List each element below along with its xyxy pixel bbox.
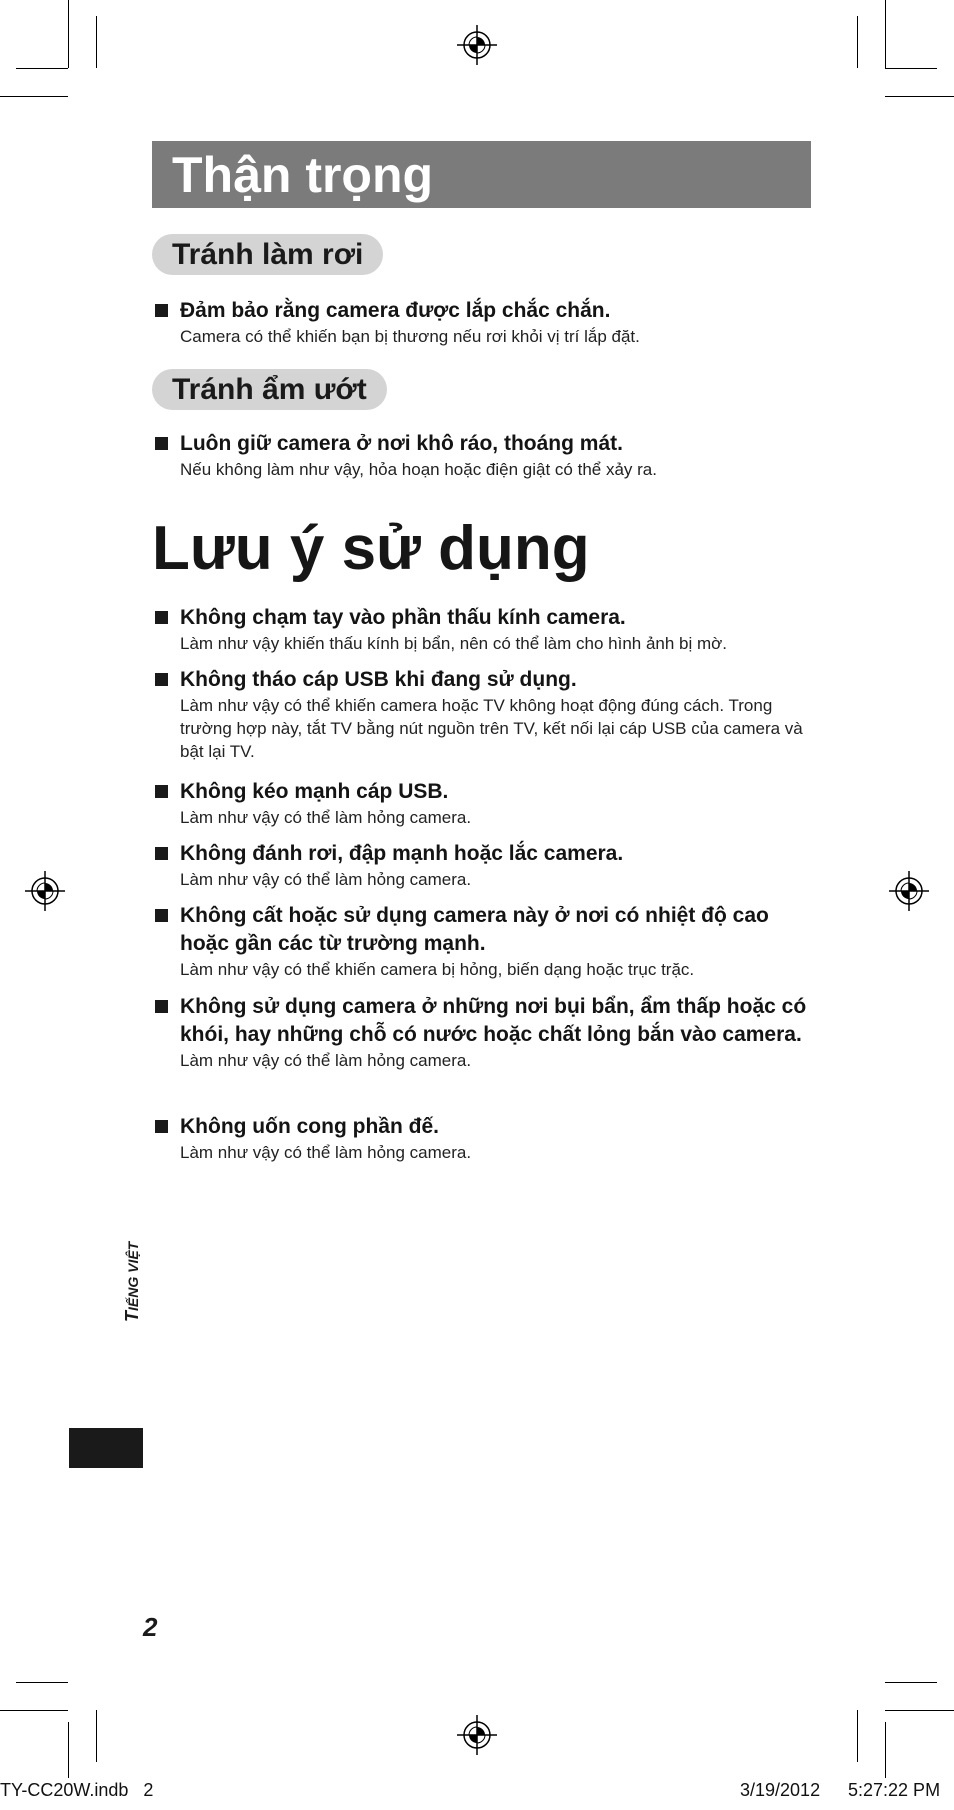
usage-heading: Lưu ý sử dụng — [152, 514, 590, 583]
item-description: Camera có thể khiến bạn bị thương nếu rơi khỏi vị trí lắp đặt. — [180, 327, 640, 346]
list-item — [152, 902, 822, 981]
item-heading: Không đánh rơi, đập mạnh hoặc lắc camera. — [180, 842, 624, 865]
square-bullet-icon — [155, 847, 168, 860]
item-heading: Đảm bảo rằng camera được lắp chắc chắn. — [180, 299, 611, 322]
item-description: Làm như vậy có thể làm hỏng camera. — [180, 1051, 472, 1070]
item-heading: Không chạm tay vào phần thấu kính camera. — [180, 606, 626, 629]
section-heading-pill — [152, 234, 383, 275]
crosshair-circle-icon — [457, 25, 497, 65]
list-item — [152, 993, 822, 1072]
page-number: 2 — [143, 1612, 158, 1642]
item-heading: Không sử dụng camera ở những nơi bụi bẩn, ẩm thấp hoặc có khói, hay những chỗ có nước hoặc chất lỏng bắn vào camera. — [180, 995, 807, 1046]
item-description: Làm như vậy có thể làm hỏng camera. — [180, 808, 472, 827]
list-item — [152, 1113, 822, 1164]
crop-mark — [68, 1722, 69, 1778]
page-title-bar — [152, 141, 811, 208]
section-heading: Tránh ẩm ướt — [172, 372, 367, 406]
square-bullet-icon — [155, 909, 168, 922]
item-description: Làm như vậy có thể làm hỏng camera. — [180, 870, 472, 889]
crosshair-circle-icon — [457, 1715, 497, 1755]
item-heading: Không tháo cáp USB khi đang sử dụng. — [180, 668, 577, 691]
footer-date: 3/19/2012 — [740, 1780, 821, 1800]
language-label-initial: T — [122, 1311, 142, 1322]
square-bullet-icon — [155, 437, 168, 450]
crop-mark — [96, 1710, 97, 1762]
item-heading: Không uốn cong phần đế. — [180, 1115, 439, 1138]
square-bullet-icon — [155, 1120, 168, 1133]
crop-mark — [857, 1710, 858, 1762]
language-tab — [69, 1428, 143, 1468]
language-label — [122, 1242, 143, 1322]
crop-mark — [16, 68, 68, 69]
crosshair-circle-icon — [889, 871, 929, 911]
crop-mark — [0, 1710, 68, 1711]
square-bullet-icon — [155, 1000, 168, 1013]
crop-mark — [0, 96, 68, 97]
item-description: Nếu không làm như vậy, hỏa hoạn hoặc điện giật có thể xảy ra. — [180, 460, 657, 479]
item-description: Làm như vậy có thể khiến camera bị hỏng, biến dạng hoặc trục trặc. — [180, 960, 695, 979]
square-bullet-icon — [155, 304, 168, 317]
language-label-rest: IẾNG VIỆT — [125, 1241, 141, 1311]
crop-mark — [885, 1682, 937, 1683]
crop-mark — [885, 68, 937, 69]
page-title: Thận trọng — [172, 146, 434, 203]
footer-time: 5:27:22 PM — [848, 1780, 941, 1800]
crop-mark — [885, 1710, 954, 1711]
list-item — [152, 666, 822, 763]
crop-mark — [16, 1682, 68, 1683]
item-description: Làm như vậy khiến thấu kính bị bẩn, nên có thể làm cho hình ảnh bị mờ. — [180, 634, 728, 653]
footer-filename: TY-CC20W.indb 2 — [0, 1780, 154, 1800]
square-bullet-icon — [155, 673, 168, 686]
crop-mark — [885, 96, 954, 97]
item-heading: Không kéo mạnh cáp USB. — [180, 780, 449, 803]
item-description: Làm như vậy có thể khiến camera hoặc TV không hoạt động đúng cách. Trong trường hợp này, tắt TV bằng nút nguồn trên TV, kết nối lại cáp USB của camera và bật lại TV. — [180, 696, 803, 761]
crosshair-circle-icon — [25, 871, 65, 911]
crop-mark — [857, 16, 858, 68]
crop-mark — [96, 16, 97, 68]
list-item — [152, 778, 822, 829]
section-heading: Tránh làm rơi — [172, 237, 364, 271]
list-item — [152, 604, 822, 655]
list-item — [152, 840, 822, 891]
list-item — [152, 297, 822, 348]
crop-mark — [68, 0, 69, 68]
list-item — [152, 430, 822, 481]
item-heading: Luôn giữ camera ở nơi khô ráo, thoáng mát. — [180, 432, 623, 455]
crop-mark — [885, 1722, 886, 1778]
item-heading: Không cất hoặc sử dụng camera này ở nơi có nhiệt độ cao hoặc gần các từ trường mạnh. — [180, 904, 769, 955]
square-bullet-icon — [155, 785, 168, 798]
section-heading-pill — [152, 369, 387, 410]
crop-mark — [885, 0, 886, 68]
item-description: Làm như vậy có thể làm hỏng camera. — [180, 1143, 472, 1162]
square-bullet-icon — [155, 611, 168, 624]
